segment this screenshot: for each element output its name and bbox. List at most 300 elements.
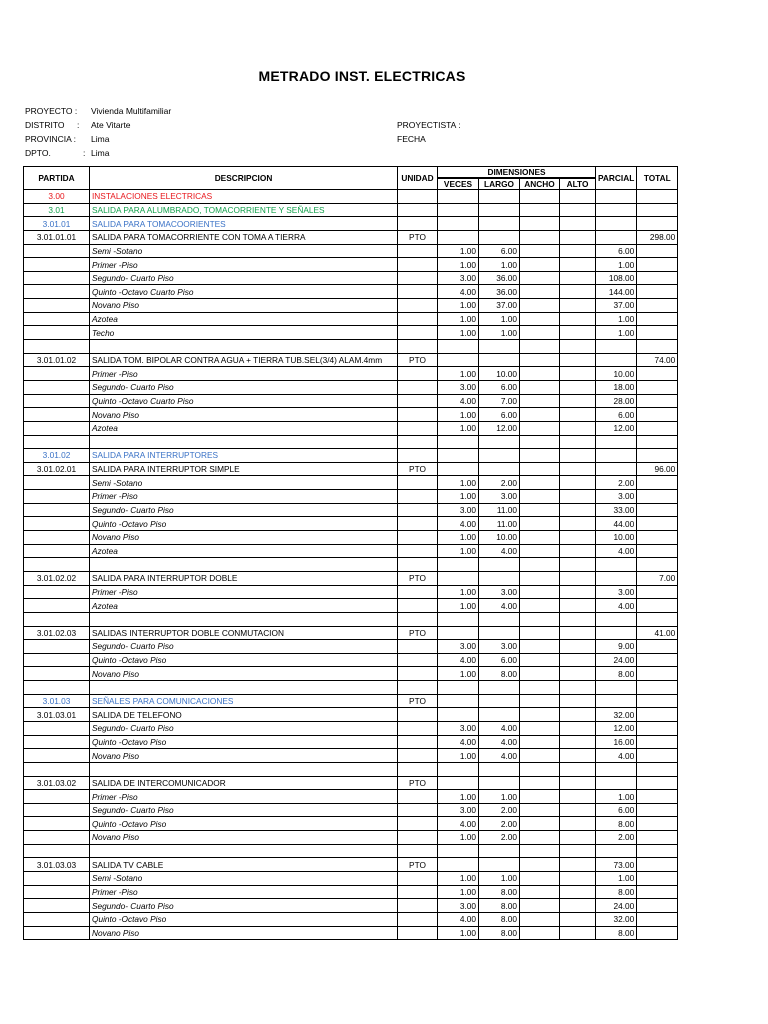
cell-descripcion: Primer -Piso [90, 258, 398, 272]
cell-alto [560, 435, 596, 449]
cell-unidad [398, 408, 438, 422]
cell-parcial [596, 449, 637, 463]
cell-veces [438, 190, 479, 204]
cell-parcial: 32.00 [596, 912, 637, 926]
cell-descripcion [90, 681, 398, 695]
cell-alto [560, 408, 596, 422]
cell-parcial [596, 844, 637, 858]
cell-ancho [520, 899, 560, 913]
cell-veces: 1.00 [438, 667, 479, 681]
cell-descripcion: INSTALACIONES ELECTRICAS [90, 190, 398, 204]
cell-veces [438, 708, 479, 722]
cell-veces [438, 462, 479, 476]
cell-parcial: 8.00 [596, 817, 637, 831]
cell-partida [24, 653, 90, 667]
cell-veces: 1.00 [438, 408, 479, 422]
cell-unidad [398, 476, 438, 490]
cell-alto [560, 912, 596, 926]
cell-unidad [398, 449, 438, 463]
cell-largo: 2.00 [479, 817, 520, 831]
cell-parcial: 6.00 [596, 244, 637, 258]
cell-alto [560, 612, 596, 626]
cell-total [637, 558, 678, 572]
cell-partida: 3.01.01.02 [24, 353, 90, 367]
cell-alto [560, 367, 596, 381]
table-row [24, 694, 678, 708]
table-row [24, 367, 678, 381]
cell-largo: 2.00 [479, 803, 520, 817]
header-partida: PARTIDA [24, 167, 90, 190]
cell-total [637, 762, 678, 776]
cell-descripcion [90, 558, 398, 572]
cell-veces: 4.00 [438, 912, 479, 926]
cell-total [637, 544, 678, 558]
cell-veces [438, 681, 479, 695]
table-row [24, 831, 678, 845]
table-row [24, 217, 678, 231]
metrado-table [23, 166, 678, 940]
cell-partida [24, 408, 90, 422]
cell-partida [24, 885, 90, 899]
cell-alto [560, 872, 596, 886]
cell-ancho [520, 708, 560, 722]
cell-alto [560, 517, 596, 531]
cell-alto [560, 585, 596, 599]
cell-descripcion: Primer -Piso [90, 585, 398, 599]
cell-total [637, 531, 678, 545]
cell-ancho [520, 926, 560, 940]
table-row [24, 190, 678, 204]
cell-alto [560, 790, 596, 804]
cell-ancho [520, 912, 560, 926]
cell-parcial: 144.00 [596, 285, 637, 299]
cell-total [637, 517, 678, 531]
cell-alto [560, 721, 596, 735]
cell-alto [560, 817, 596, 831]
cell-parcial: 73.00 [596, 858, 637, 872]
cell-unidad [398, 217, 438, 231]
cell-total [637, 885, 678, 899]
cell-alto [560, 490, 596, 504]
cell-descripcion: Azotea [90, 421, 398, 435]
cell-unidad [398, 340, 438, 354]
cell-total [637, 585, 678, 599]
cell-largo [479, 858, 520, 872]
table-row [24, 667, 678, 681]
cell-alto [560, 503, 596, 517]
cell-unidad [398, 285, 438, 299]
cell-veces [438, 626, 479, 640]
cell-parcial: 4.00 [596, 749, 637, 763]
cell-unidad [398, 435, 438, 449]
cell-veces: 1.00 [438, 585, 479, 599]
cell-largo: 37.00 [479, 299, 520, 313]
cell-ancho [520, 517, 560, 531]
cell-alto [560, 571, 596, 585]
header-dimensiones: DIMENSIONES [438, 167, 596, 179]
cell-descripcion: SALIDA PARA ALUMBRADO, TOMACORRIENTE Y SEÑALES [90, 203, 398, 217]
cell-descripcion: Quinto -Octavo Cuarto Piso [90, 394, 398, 408]
cell-parcial: 1.00 [596, 258, 637, 272]
cell-descripcion: Quinto -Octavo Piso [90, 817, 398, 831]
cell-unidad: PTO [398, 462, 438, 476]
table-row [24, 599, 678, 613]
cell-alto [560, 544, 596, 558]
cell-partida [24, 312, 90, 326]
cell-alto [560, 353, 596, 367]
cell-descripcion: SALIDA DE INTERCOMUNICADOR [90, 776, 398, 790]
cell-ancho [520, 230, 560, 244]
cell-largo [479, 762, 520, 776]
cell-total [637, 735, 678, 749]
cell-partida: 3.01.02.03 [24, 626, 90, 640]
cell-descripcion: SALIDA TOM. BIPOLAR CONTRA AGUA + TIERRA TUB.SEL(3/4) ALAM.4mm [90, 353, 398, 367]
cell-veces: 3.00 [438, 271, 479, 285]
cell-parcial [596, 694, 637, 708]
cell-partida [24, 503, 90, 517]
cell-parcial [596, 626, 637, 640]
table-row [24, 858, 678, 872]
cell-parcial: 6.00 [596, 408, 637, 422]
cell-parcial: 9.00 [596, 640, 637, 654]
cell-parcial [596, 435, 637, 449]
cell-largo: 11.00 [479, 517, 520, 531]
cell-partida [24, 612, 90, 626]
cell-veces: 1.00 [438, 749, 479, 763]
cell-parcial [596, 217, 637, 231]
cell-largo [479, 217, 520, 231]
cell-veces: 1.00 [438, 926, 479, 940]
cell-unidad [398, 326, 438, 340]
cell-ancho [520, 749, 560, 763]
blank-row [24, 612, 678, 626]
cell-unidad [398, 803, 438, 817]
cell-total [637, 749, 678, 763]
cell-veces [438, 340, 479, 354]
cell-veces: 4.00 [438, 735, 479, 749]
cell-largo: 1.00 [479, 790, 520, 804]
cell-descripcion: Primer -Piso [90, 885, 398, 899]
cell-parcial: 10.00 [596, 367, 637, 381]
cell-parcial: 37.00 [596, 299, 637, 313]
cell-veces: 1.00 [438, 831, 479, 845]
cell-total [637, 721, 678, 735]
cell-veces: 1.00 [438, 367, 479, 381]
cell-descripcion: SALIDA PARA TOMACOORIENTES [90, 217, 398, 231]
cell-total [637, 449, 678, 463]
cell-veces [438, 558, 479, 572]
table-row [24, 640, 678, 654]
cell-largo [479, 708, 520, 722]
cell-veces [438, 449, 479, 463]
cell-unidad: PTO [398, 353, 438, 367]
cell-partida [24, 831, 90, 845]
cell-partida: 3.01.03.02 [24, 776, 90, 790]
cell-unidad: PTO [398, 571, 438, 585]
table-row [24, 244, 678, 258]
cell-veces: 1.00 [438, 790, 479, 804]
cell-descripcion: SEÑALES PARA COMUNICACIONES [90, 694, 398, 708]
cell-largo [479, 435, 520, 449]
cell-partida [24, 490, 90, 504]
cell-ancho [520, 858, 560, 872]
cell-alto [560, 640, 596, 654]
cell-ancho [520, 735, 560, 749]
cell-largo: 4.00 [479, 749, 520, 763]
cell-veces: 1.00 [438, 531, 479, 545]
cell-descripcion [90, 844, 398, 858]
table-row [24, 872, 678, 886]
table-row [24, 312, 678, 326]
cell-total [637, 694, 678, 708]
cell-veces [438, 353, 479, 367]
cell-partida [24, 721, 90, 735]
cell-partida [24, 394, 90, 408]
cell-ancho [520, 721, 560, 735]
cell-total [637, 380, 678, 394]
cell-largo: 4.00 [479, 721, 520, 735]
cell-largo [479, 612, 520, 626]
cell-partida [24, 735, 90, 749]
cell-total [637, 831, 678, 845]
cell-partida [24, 285, 90, 299]
cell-total [637, 340, 678, 354]
table-row [24, 203, 678, 217]
cell-descripcion: Quinto -Octavo Piso [90, 517, 398, 531]
cell-parcial [596, 571, 637, 585]
cell-partida: 3.01.02.01 [24, 462, 90, 476]
cell-parcial [596, 776, 637, 790]
header-veces: VECES [438, 178, 479, 190]
cell-largo: 8.00 [479, 885, 520, 899]
cell-ancho [520, 435, 560, 449]
cell-largo: 4.00 [479, 544, 520, 558]
cell-unidad [398, 640, 438, 654]
cell-descripcion: Semi -Sotano [90, 476, 398, 490]
cell-partida: 3.01.03.03 [24, 858, 90, 872]
cell-total: 74.00 [637, 353, 678, 367]
table-row [24, 885, 678, 899]
table-row [24, 421, 678, 435]
cell-alto [560, 380, 596, 394]
cell-partida [24, 435, 90, 449]
cell-descripcion: Azotea [90, 599, 398, 613]
distrito-colon: : [77, 120, 80, 130]
cell-partida [24, 258, 90, 272]
blank-row [24, 340, 678, 354]
cell-total [637, 258, 678, 272]
cell-total [637, 776, 678, 790]
table-row [24, 721, 678, 735]
cell-parcial [596, 681, 637, 695]
cell-descripcion: Primer -Piso [90, 790, 398, 804]
cell-largo: 12.00 [479, 421, 520, 435]
table-body [24, 190, 678, 940]
cell-parcial: 4.00 [596, 544, 637, 558]
cell-veces: 4.00 [438, 394, 479, 408]
cell-veces [438, 858, 479, 872]
cell-descripcion: Segundo- Cuarto Piso [90, 271, 398, 285]
cell-ancho [520, 571, 560, 585]
cell-parcial: 3.00 [596, 585, 637, 599]
header-parcial: PARCIAL [596, 167, 637, 190]
cell-largo: 7.00 [479, 394, 520, 408]
cell-unidad [398, 817, 438, 831]
cell-unidad [398, 667, 438, 681]
table-header [24, 167, 678, 190]
cell-largo [479, 844, 520, 858]
cell-total [637, 299, 678, 313]
cell-unidad: PTO [398, 776, 438, 790]
cell-unidad: PTO [398, 858, 438, 872]
cell-veces: 1.00 [438, 421, 479, 435]
table-row [24, 653, 678, 667]
cell-alto [560, 776, 596, 790]
cell-parcial: 33.00 [596, 503, 637, 517]
cell-alto [560, 340, 596, 354]
cell-descripcion: Novano Piso [90, 531, 398, 545]
cell-partida [24, 558, 90, 572]
cell-largo: 3.00 [479, 640, 520, 654]
cell-descripcion: Segundo- Cuarto Piso [90, 380, 398, 394]
cell-ancho [520, 558, 560, 572]
cell-ancho [520, 817, 560, 831]
cell-ancho [520, 421, 560, 435]
cell-ancho [520, 408, 560, 422]
cell-ancho [520, 312, 560, 326]
cell-alto [560, 421, 596, 435]
cell-partida [24, 817, 90, 831]
cell-alto [560, 626, 596, 640]
cell-parcial: 16.00 [596, 735, 637, 749]
cell-total: 96.00 [637, 462, 678, 476]
cell-descripcion [90, 435, 398, 449]
dpto-colon: : [83, 148, 86, 158]
cell-partida [24, 844, 90, 858]
cell-total [637, 872, 678, 886]
cell-parcial: 32.00 [596, 708, 637, 722]
cell-total [637, 612, 678, 626]
cell-partida [24, 681, 90, 695]
cell-partida [24, 912, 90, 926]
cell-unidad [398, 517, 438, 531]
cell-veces: 3.00 [438, 640, 479, 654]
cell-partida [24, 749, 90, 763]
cell-descripcion: Segundo- Cuarto Piso [90, 899, 398, 913]
cell-veces: 3.00 [438, 380, 479, 394]
cell-parcial: 12.00 [596, 421, 637, 435]
cell-parcial: 1.00 [596, 312, 637, 326]
cell-ancho [520, 885, 560, 899]
cell-descripcion: Azotea [90, 544, 398, 558]
cell-unidad [398, 926, 438, 940]
cell-parcial: 2.00 [596, 831, 637, 845]
cell-parcial: 24.00 [596, 653, 637, 667]
table-row [24, 408, 678, 422]
cell-parcial: 3.00 [596, 490, 637, 504]
table-row [24, 230, 678, 244]
cell-descripcion: SALIDA PARA INTERRUPTORES [90, 449, 398, 463]
cell-unidad: PTO [398, 626, 438, 640]
cell-total: 298.00 [637, 230, 678, 244]
project-info [25, 106, 525, 162]
cell-total [637, 817, 678, 831]
cell-veces: 3.00 [438, 803, 479, 817]
cell-veces [438, 762, 479, 776]
cell-total [637, 203, 678, 217]
cell-parcial: 8.00 [596, 885, 637, 899]
cell-parcial [596, 203, 637, 217]
cell-ancho [520, 367, 560, 381]
cell-alto [560, 926, 596, 940]
cell-total: 41.00 [637, 626, 678, 640]
table-row [24, 626, 678, 640]
blank-row [24, 681, 678, 695]
cell-unidad: PTO [398, 694, 438, 708]
cell-total [637, 244, 678, 258]
cell-largo: 10.00 [479, 367, 520, 381]
cell-partida [24, 476, 90, 490]
cell-veces [438, 612, 479, 626]
cell-veces [438, 435, 479, 449]
cell-total [637, 285, 678, 299]
table-row [24, 708, 678, 722]
cell-descripcion [90, 612, 398, 626]
cell-alto [560, 858, 596, 872]
blank-row [24, 762, 678, 776]
cell-ancho [520, 326, 560, 340]
cell-largo: 6.00 [479, 408, 520, 422]
cell-largo: 10.00 [479, 531, 520, 545]
cell-total [637, 503, 678, 517]
cell-veces: 3.00 [438, 899, 479, 913]
table-row [24, 299, 678, 313]
cell-unidad [398, 653, 438, 667]
cell-partida [24, 640, 90, 654]
cell-ancho [520, 190, 560, 204]
cell-partida: 3.01.03 [24, 694, 90, 708]
cell-ancho [520, 667, 560, 681]
cell-total [637, 681, 678, 695]
cell-partida [24, 762, 90, 776]
cell-partida: 3.01.02.02 [24, 571, 90, 585]
table-row [24, 503, 678, 517]
cell-descripcion: Novano Piso [90, 299, 398, 313]
cell-alto [560, 531, 596, 545]
cell-parcial: 1.00 [596, 790, 637, 804]
cell-total [637, 435, 678, 449]
cell-partida [24, 585, 90, 599]
cell-unidad [398, 544, 438, 558]
cell-veces: 4.00 [438, 817, 479, 831]
cell-total [637, 667, 678, 681]
cell-partida [24, 667, 90, 681]
cell-unidad [398, 490, 438, 504]
cell-largo [479, 203, 520, 217]
cell-alto [560, 394, 596, 408]
cell-parcial [596, 558, 637, 572]
cell-parcial [596, 612, 637, 626]
cell-total [637, 844, 678, 858]
blank-row [24, 844, 678, 858]
cell-parcial [596, 230, 637, 244]
cell-unidad [398, 844, 438, 858]
cell-alto [560, 271, 596, 285]
cell-parcial: 4.00 [596, 599, 637, 613]
cell-ancho [520, 599, 560, 613]
cell-ancho [520, 285, 560, 299]
table-row [24, 326, 678, 340]
